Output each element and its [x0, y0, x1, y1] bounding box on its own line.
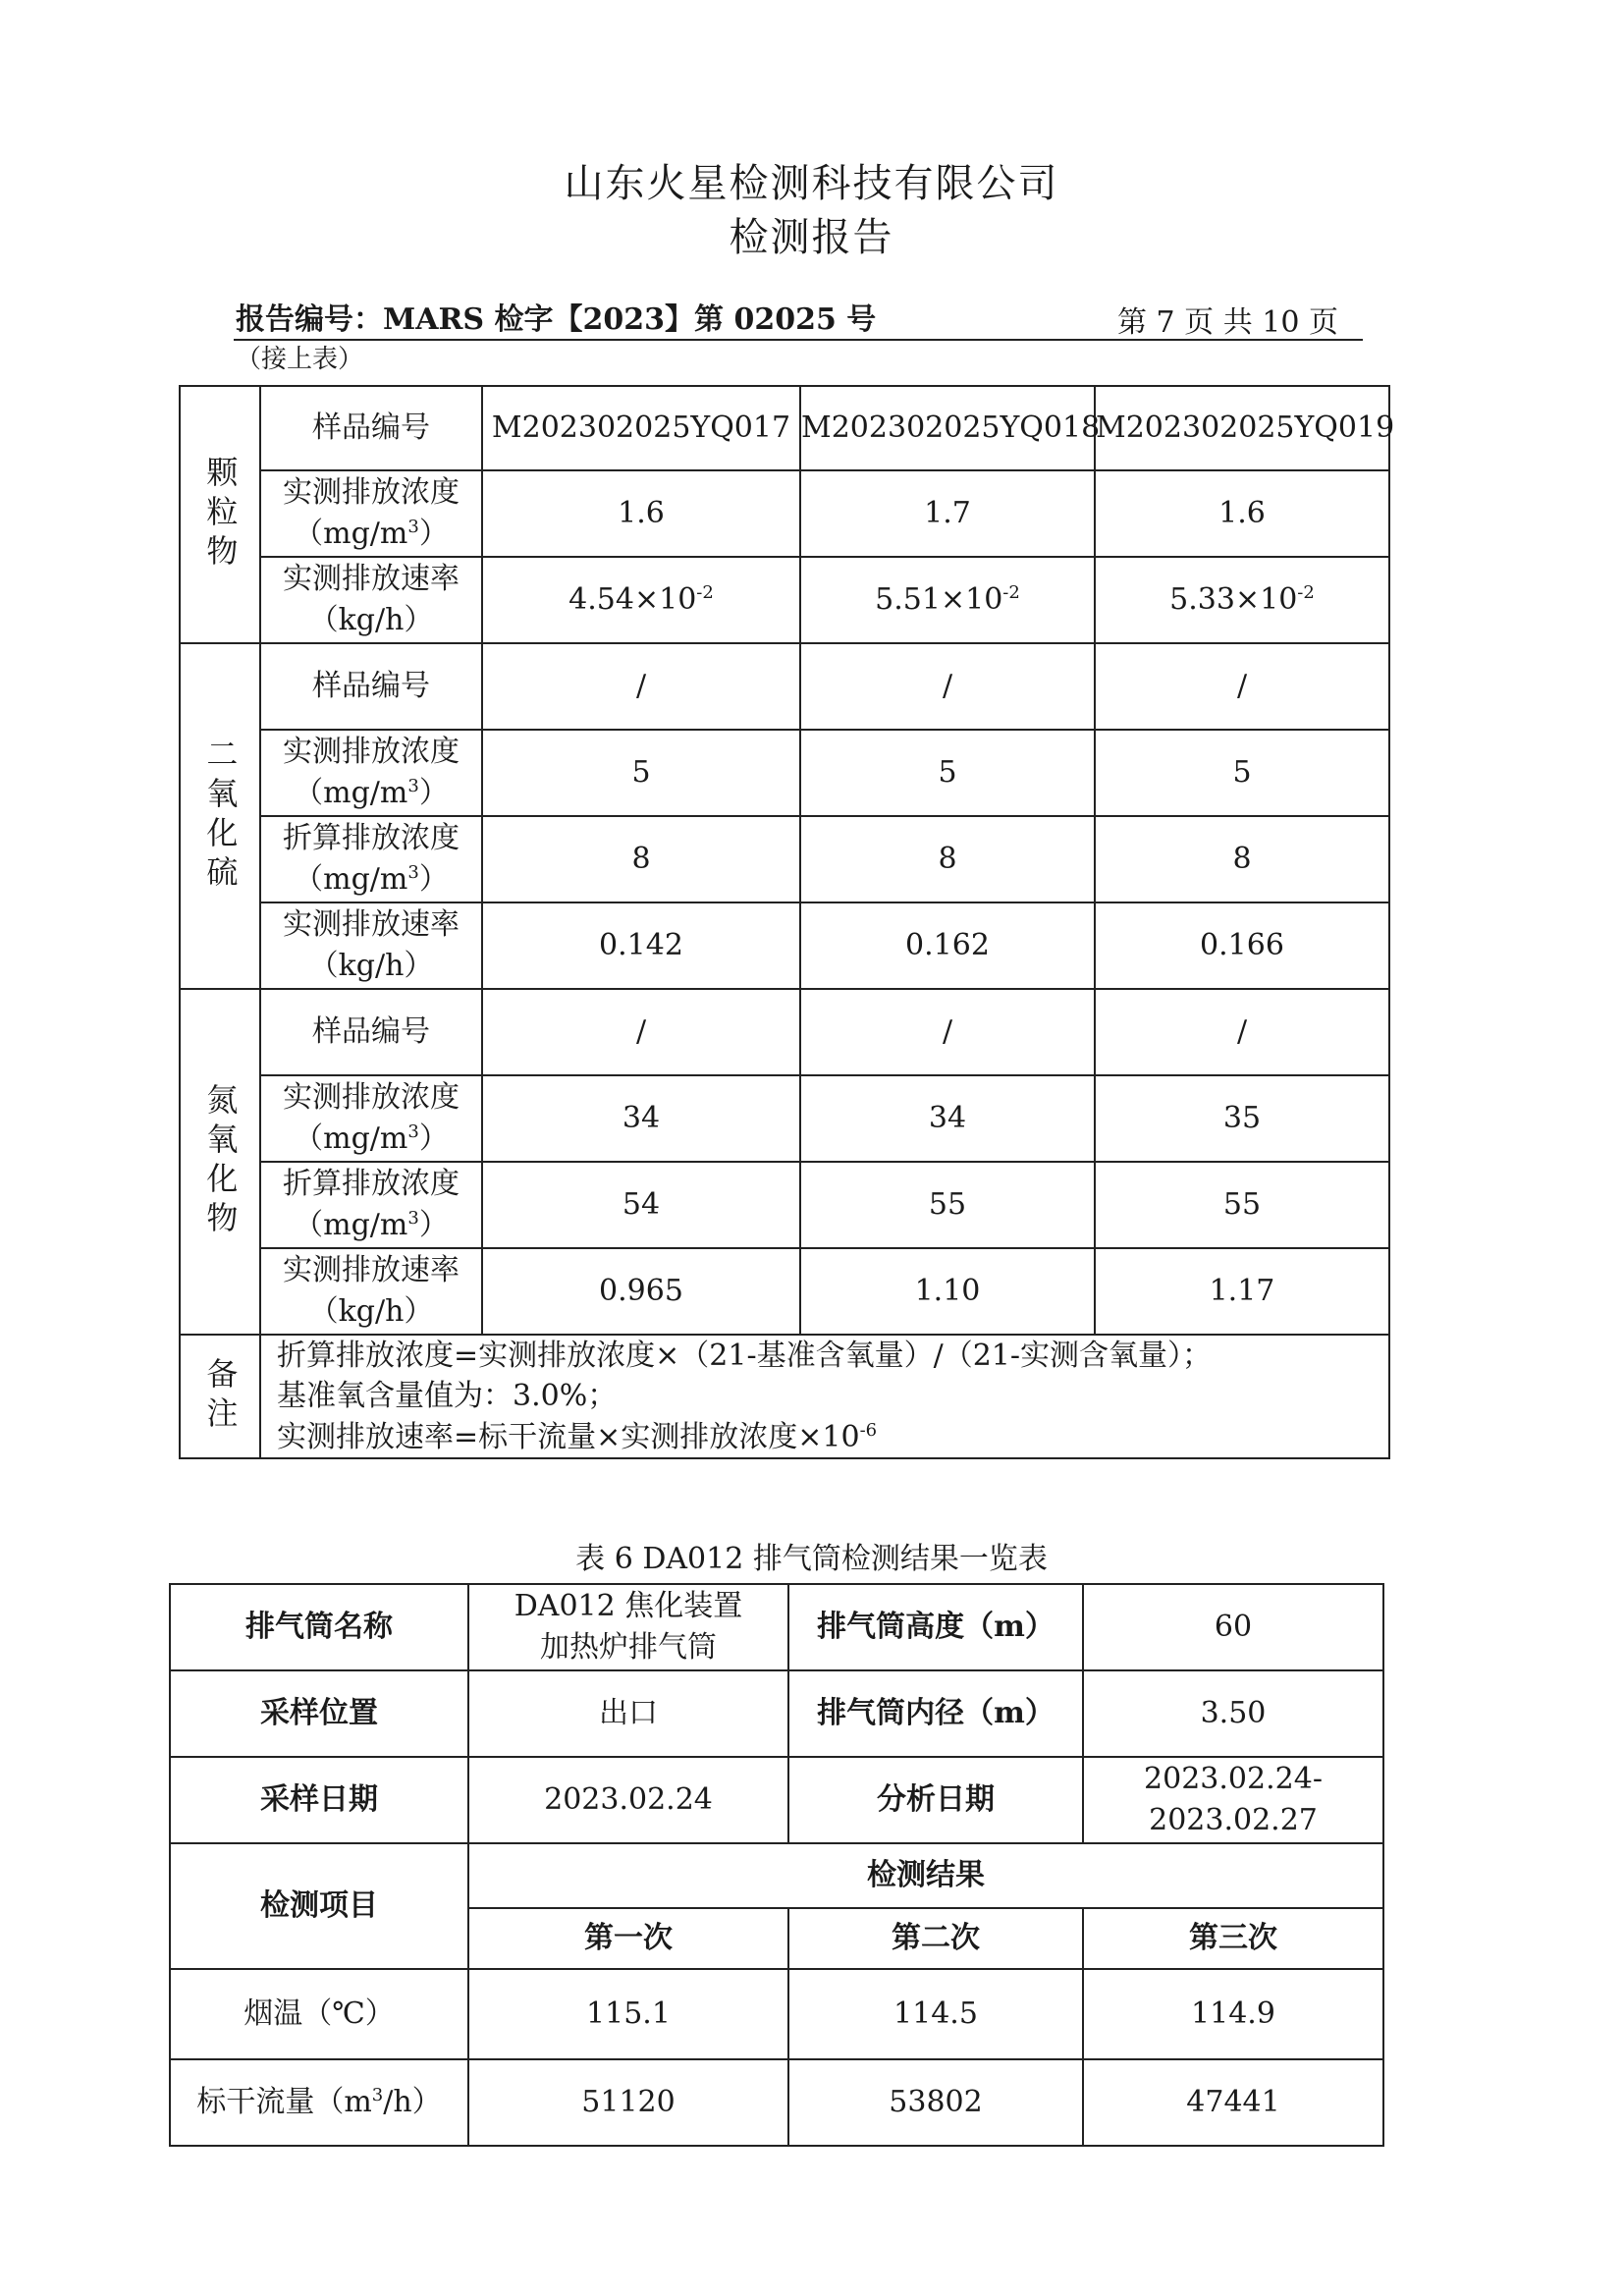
sample-date: 2023.02.24 [468, 1757, 788, 1843]
label-text: 实测排放速率 [283, 907, 460, 942]
label-stack-name: 排气筒名称 [170, 1584, 468, 1670]
analysis-date-line-1: 2023.02.24- [1144, 1762, 1323, 1796]
document-title: 检测报告 [729, 215, 894, 260]
run-header: 第二次 [788, 1908, 1083, 1969]
cell: 34 [482, 1075, 800, 1162]
row-label [260, 902, 482, 989]
label-text: 实测排放浓度 [283, 1080, 460, 1115]
unit-close: ） [418, 517, 449, 551]
analysis-date [1083, 1757, 1383, 1843]
cell: / [800, 643, 1095, 730]
row-label [260, 816, 482, 902]
cell: 5 [1095, 730, 1389, 816]
cell: 0.142 [482, 902, 800, 989]
cell: 5 [482, 730, 800, 816]
unit-text: （mg/m [294, 517, 408, 551]
group-label-pm: 颗粒物 [180, 386, 260, 643]
unit-text: （kg/h） [308, 603, 434, 637]
table-row [180, 1248, 1389, 1335]
run-header: 第一次 [468, 1908, 788, 1969]
unit-close: ） [418, 862, 449, 897]
unit-text: （kg/h） [308, 949, 434, 983]
cell: / [800, 989, 1095, 1075]
stack-diameter: 3.50 [1083, 1670, 1383, 1757]
group-label-so2: 二氧化硫 [180, 643, 260, 989]
cell: M202302025YQ017 [482, 386, 800, 470]
cell: 114.5 [788, 1969, 1083, 2059]
stack-name-line-2: 加热炉排气筒 [540, 1630, 717, 1665]
label-sample-position: 采样位置 [170, 1670, 468, 1757]
table2-caption: 表 6 DA012 排气筒检测结果一览表 [575, 1542, 1048, 1576]
label-analysis-date: 分析日期 [788, 1757, 1083, 1843]
table-row [170, 1670, 1383, 1757]
unit-text: （mg/m [294, 1121, 408, 1156]
unit-exp: 3 [407, 517, 419, 537]
unit-text: （mg/m [294, 776, 408, 810]
unit-exp: 3 [407, 1121, 419, 1142]
page-info: 第 7 页 共 10 页 [1117, 305, 1338, 340]
unit-exp: 3 [407, 862, 419, 883]
remark-line-2: 基准氧含量值为：3.0%； [277, 1379, 618, 1414]
emission-results-table [179, 385, 1395, 1459]
unit-close: ） [418, 1121, 449, 1156]
cell: 8 [800, 816, 1095, 902]
value: 4.54×10 [568, 582, 697, 617]
label-stack-height: 排气筒高度（m） [788, 1584, 1083, 1670]
stack-name [468, 1584, 788, 1670]
row-label [260, 730, 482, 816]
table-row [170, 1969, 1383, 2059]
row-label [260, 557, 482, 643]
table-row [180, 643, 1389, 730]
label-stack-diameter: 排气筒内径（m） [788, 1670, 1083, 1757]
cell: 0.162 [800, 902, 1095, 989]
cell: 55 [1095, 1162, 1389, 1248]
cell: 53802 [788, 2059, 1083, 2146]
cell: M202302025YQ019 [1095, 386, 1389, 470]
cell: 1.17 [1095, 1248, 1389, 1335]
company-name: 山东火星检测科技有限公司 [564, 161, 1059, 206]
unit-exp: 3 [407, 776, 419, 796]
label-flue-temp: 烟温（℃） [170, 1969, 468, 2059]
label-text: 折算排放浓度 [283, 1167, 460, 1201]
remark-line-3: 实测排放速率=标干流量×实测排放浓度×10 [277, 1419, 860, 1454]
cell: / [482, 989, 800, 1075]
unit-text: （mg/m [294, 1208, 408, 1242]
table-row [170, 1757, 1383, 1843]
stack-name-line-1: DA012 焦化装置 [514, 1589, 743, 1623]
unit-close: ） [418, 1208, 449, 1242]
label-text: 折算排放浓度 [283, 821, 460, 855]
unit-text: （kg/h） [308, 1294, 434, 1329]
flow-label-post: /h） [383, 2085, 442, 2119]
row-label: 样品编号 [260, 989, 482, 1075]
cell [800, 557, 1095, 643]
cell: 1.7 [800, 470, 1095, 557]
cell: M202302025YQ018 [800, 386, 1095, 470]
run-header: 第三次 [1083, 1908, 1383, 1969]
table-row [180, 730, 1389, 816]
stack-results-table [169, 1583, 1384, 2147]
unit-text: （mg/m [294, 862, 408, 897]
table-row [180, 902, 1389, 989]
label-test-item: 检测项目 [170, 1843, 468, 1969]
table-row [180, 470, 1389, 557]
cell: 34 [800, 1075, 1095, 1162]
cell: 54 [482, 1162, 800, 1248]
exponent: -2 [696, 582, 714, 603]
table-row [170, 2059, 1383, 2146]
cell: 0.965 [482, 1248, 800, 1335]
table-row [180, 816, 1389, 902]
label-test-result: 检测结果 [468, 1843, 1383, 1908]
unit-exp: 3 [407, 1208, 419, 1229]
cell: 1.6 [1095, 470, 1389, 557]
label-text: 实测排放速率 [283, 562, 460, 596]
remark-label: 备注 [180, 1335, 260, 1458]
cell: 51120 [468, 2059, 788, 2146]
cell: 8 [482, 816, 800, 902]
cell: 1.6 [482, 470, 800, 557]
analysis-date-line-2: 2023.02.27 [1149, 1803, 1318, 1837]
row-label: 样品编号 [260, 386, 482, 470]
cell: 8 [1095, 816, 1389, 902]
row-label [260, 1075, 482, 1162]
cell: / [1095, 643, 1389, 730]
cell: 115.1 [468, 1969, 788, 2059]
cell [482, 557, 800, 643]
continued-label: （接上表） [236, 345, 364, 374]
remark-line-1: 折算排放浓度=实测排放浓度×（21-基准含氧量）/（21-实测含氧量）； [277, 1339, 1213, 1373]
table-row [170, 1584, 1383, 1670]
row-label [260, 1162, 482, 1248]
remark-content [260, 1335, 1389, 1458]
table-row [170, 1843, 1383, 1908]
cell: / [482, 643, 800, 730]
remark-exponent: -6 [859, 1419, 878, 1441]
row-label [260, 1248, 482, 1335]
table-row [180, 386, 1389, 470]
cell: 47441 [1083, 2059, 1383, 2146]
report-number [236, 295, 876, 338]
group-label-nox: 氮氧化物 [180, 989, 260, 1335]
label-text: 实测排放浓度 [283, 475, 460, 510]
sample-position: 出口 [468, 1670, 788, 1757]
cell: 35 [1095, 1075, 1389, 1162]
label-std-dry-flow [170, 2059, 468, 2146]
flow-label-pre: 标干流量（m [196, 2085, 372, 2119]
cell: 0.166 [1095, 902, 1389, 989]
stack-height: 60 [1083, 1584, 1383, 1670]
table-row [180, 1075, 1389, 1162]
row-label [260, 470, 482, 557]
table-row [180, 557, 1389, 643]
label-text: 实测排放浓度 [283, 735, 460, 769]
cell [1095, 557, 1389, 643]
cell: 55 [800, 1162, 1095, 1248]
exponent: -2 [1002, 582, 1020, 603]
value: 5.51×10 [875, 582, 1003, 617]
header-rule [234, 339, 1363, 341]
cell: 1.10 [800, 1248, 1095, 1335]
cell: 5 [800, 730, 1095, 816]
row-label: 样品编号 [260, 643, 482, 730]
flow-label-exp: 3 [371, 2085, 384, 2105]
remark-row [180, 1335, 1389, 1458]
label-sample-date: 采样日期 [170, 1757, 468, 1843]
table-row [180, 989, 1389, 1075]
table-row [180, 1162, 1389, 1248]
unit-close: ） [418, 776, 449, 810]
cell: / [1095, 989, 1389, 1075]
report-number-text: 报告编号：MARS 检字【2023】第 02025 号 [236, 302, 877, 337]
exponent: -2 [1297, 582, 1315, 603]
cell: 114.9 [1083, 1969, 1383, 2059]
value: 5.33×10 [1169, 582, 1298, 617]
label-text: 实测排放速率 [283, 1253, 460, 1287]
